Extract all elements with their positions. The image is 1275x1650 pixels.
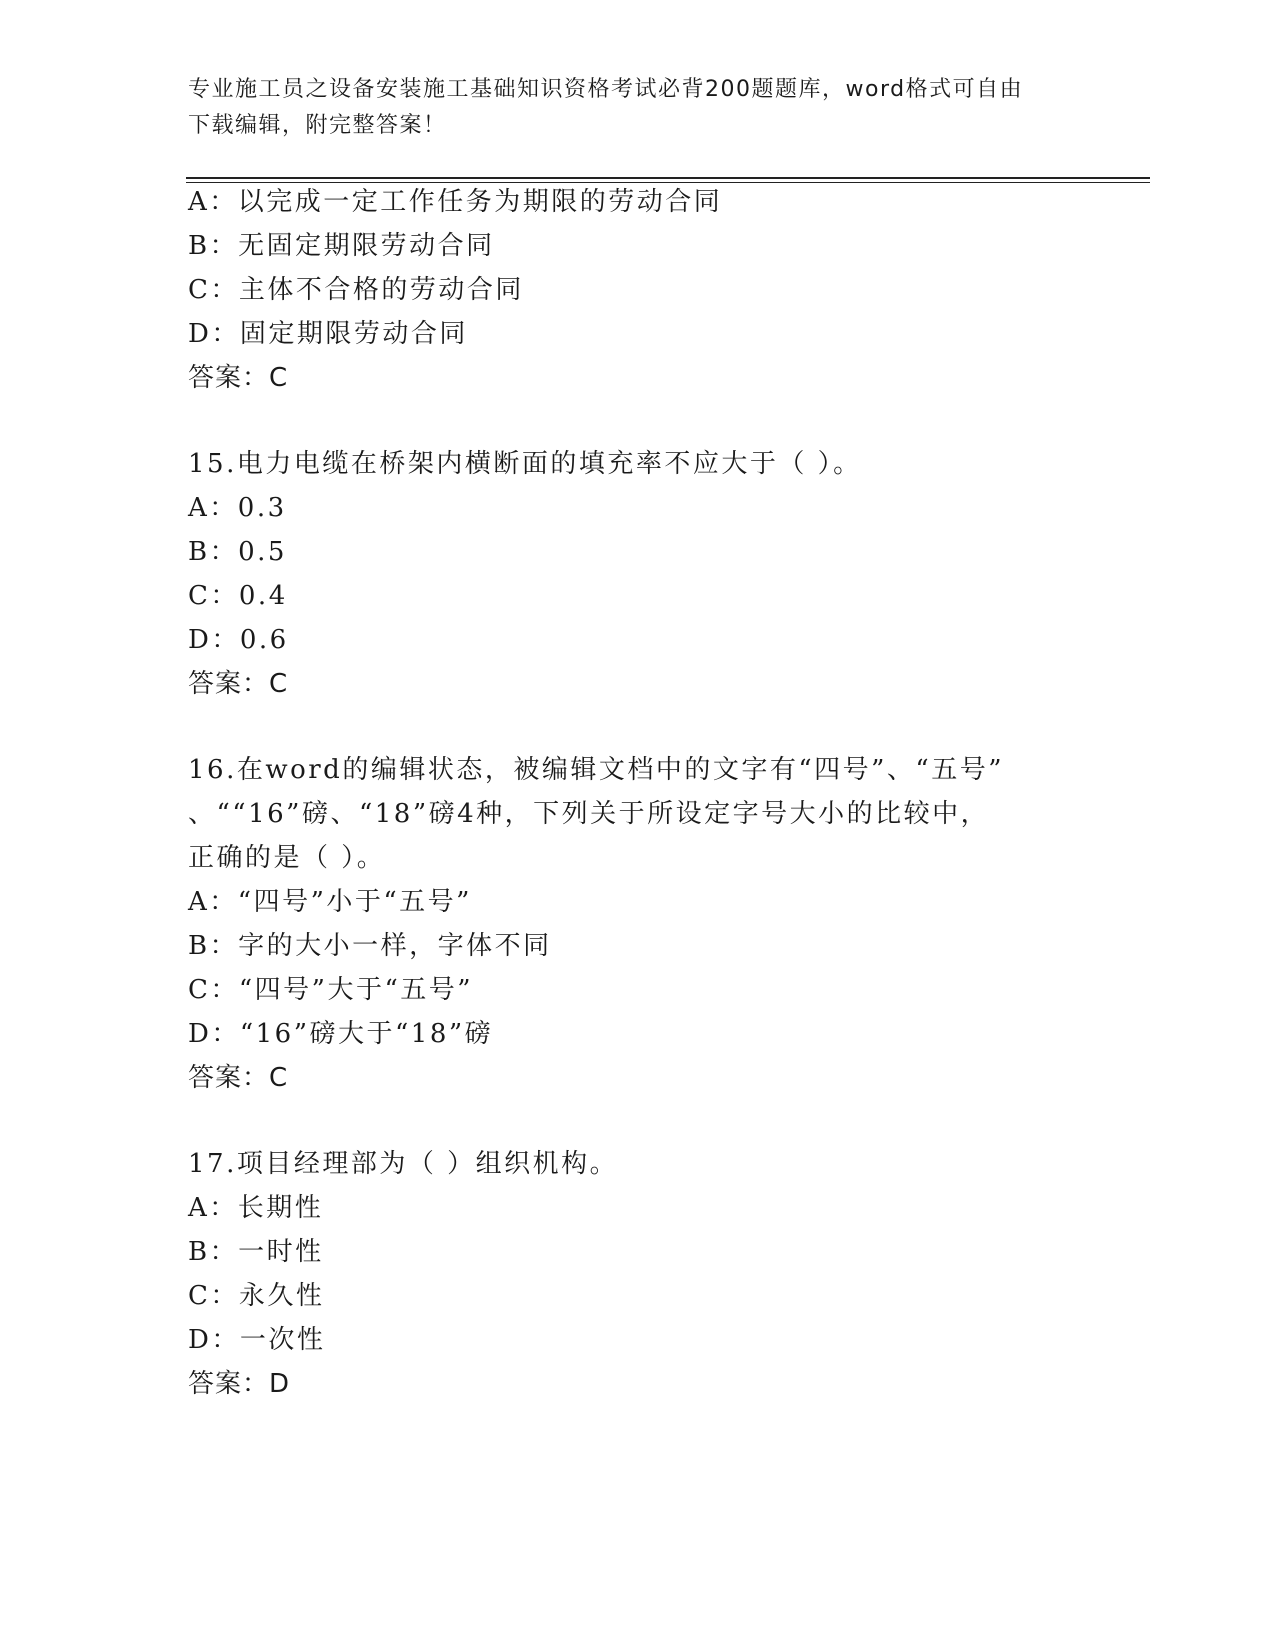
q16-option-c: C：“四号”大于“五号” — [188, 975, 474, 1005]
q14-option-c: C：主体不合格的劳动合同 — [188, 275, 524, 305]
document-header: 专业施工员之设备安装施工基础知识资格考试必背200题题库，word格式可自由 下载编辑，附完整答案！ — [188, 77, 1024, 138]
q15-option-b: B：0.5 — [188, 537, 287, 567]
q15-option-d: D：0.6 — [188, 625, 289, 655]
q14-option-a: A：以完成一定工作任务为期限的劳动合同 — [188, 187, 723, 217]
q16-question-line-3: 正确的是（ ）。 — [188, 843, 386, 873]
header-rule-thin — [186, 182, 1150, 183]
q14-answer: 答案：C — [188, 363, 289, 393]
q17-option-b: B：一时性 — [188, 1237, 324, 1267]
q14-option-d: D：固定期限劳动合同 — [188, 319, 468, 349]
q17-option-a: A：长期性 — [188, 1193, 324, 1223]
q16-option-a: A：“四号”小于“五号” — [188, 887, 472, 917]
q16-question-line-2: 、““16”磅、“18”磅4种，下列关于所设定字号大小的比较中， — [188, 799, 990, 829]
q15-question: 15.电力电缆在桥架内横断面的填充率不应大于（ ）。 — [188, 449, 862, 479]
q16-question-line-1: 16.在word的编辑状态，被编辑文档中的文字有“四号”、“五号” — [188, 755, 1004, 785]
q15-answer: 答案：C — [188, 669, 289, 699]
q15-option-c: C：0.4 — [188, 581, 288, 611]
header-rule-thick — [186, 177, 1150, 179]
q14-option-b: B：无固定期限劳动合同 — [188, 231, 495, 261]
q16-answer: 答案：C — [188, 1063, 289, 1093]
q17-question: 17.项目经理部为（ ）组织机构。 — [188, 1149, 619, 1179]
q17-answer: 答案：D — [188, 1369, 291, 1399]
q16-option-b: B：字的大小一样，字体不同 — [188, 931, 552, 961]
q15-option-a: A：0.3 — [188, 493, 287, 523]
q16-option-d: D：“16”磅大于“18”磅 — [188, 1019, 494, 1049]
q17-option-d: D：一次性 — [188, 1325, 326, 1355]
q17-option-c: C：永久性 — [188, 1281, 325, 1311]
